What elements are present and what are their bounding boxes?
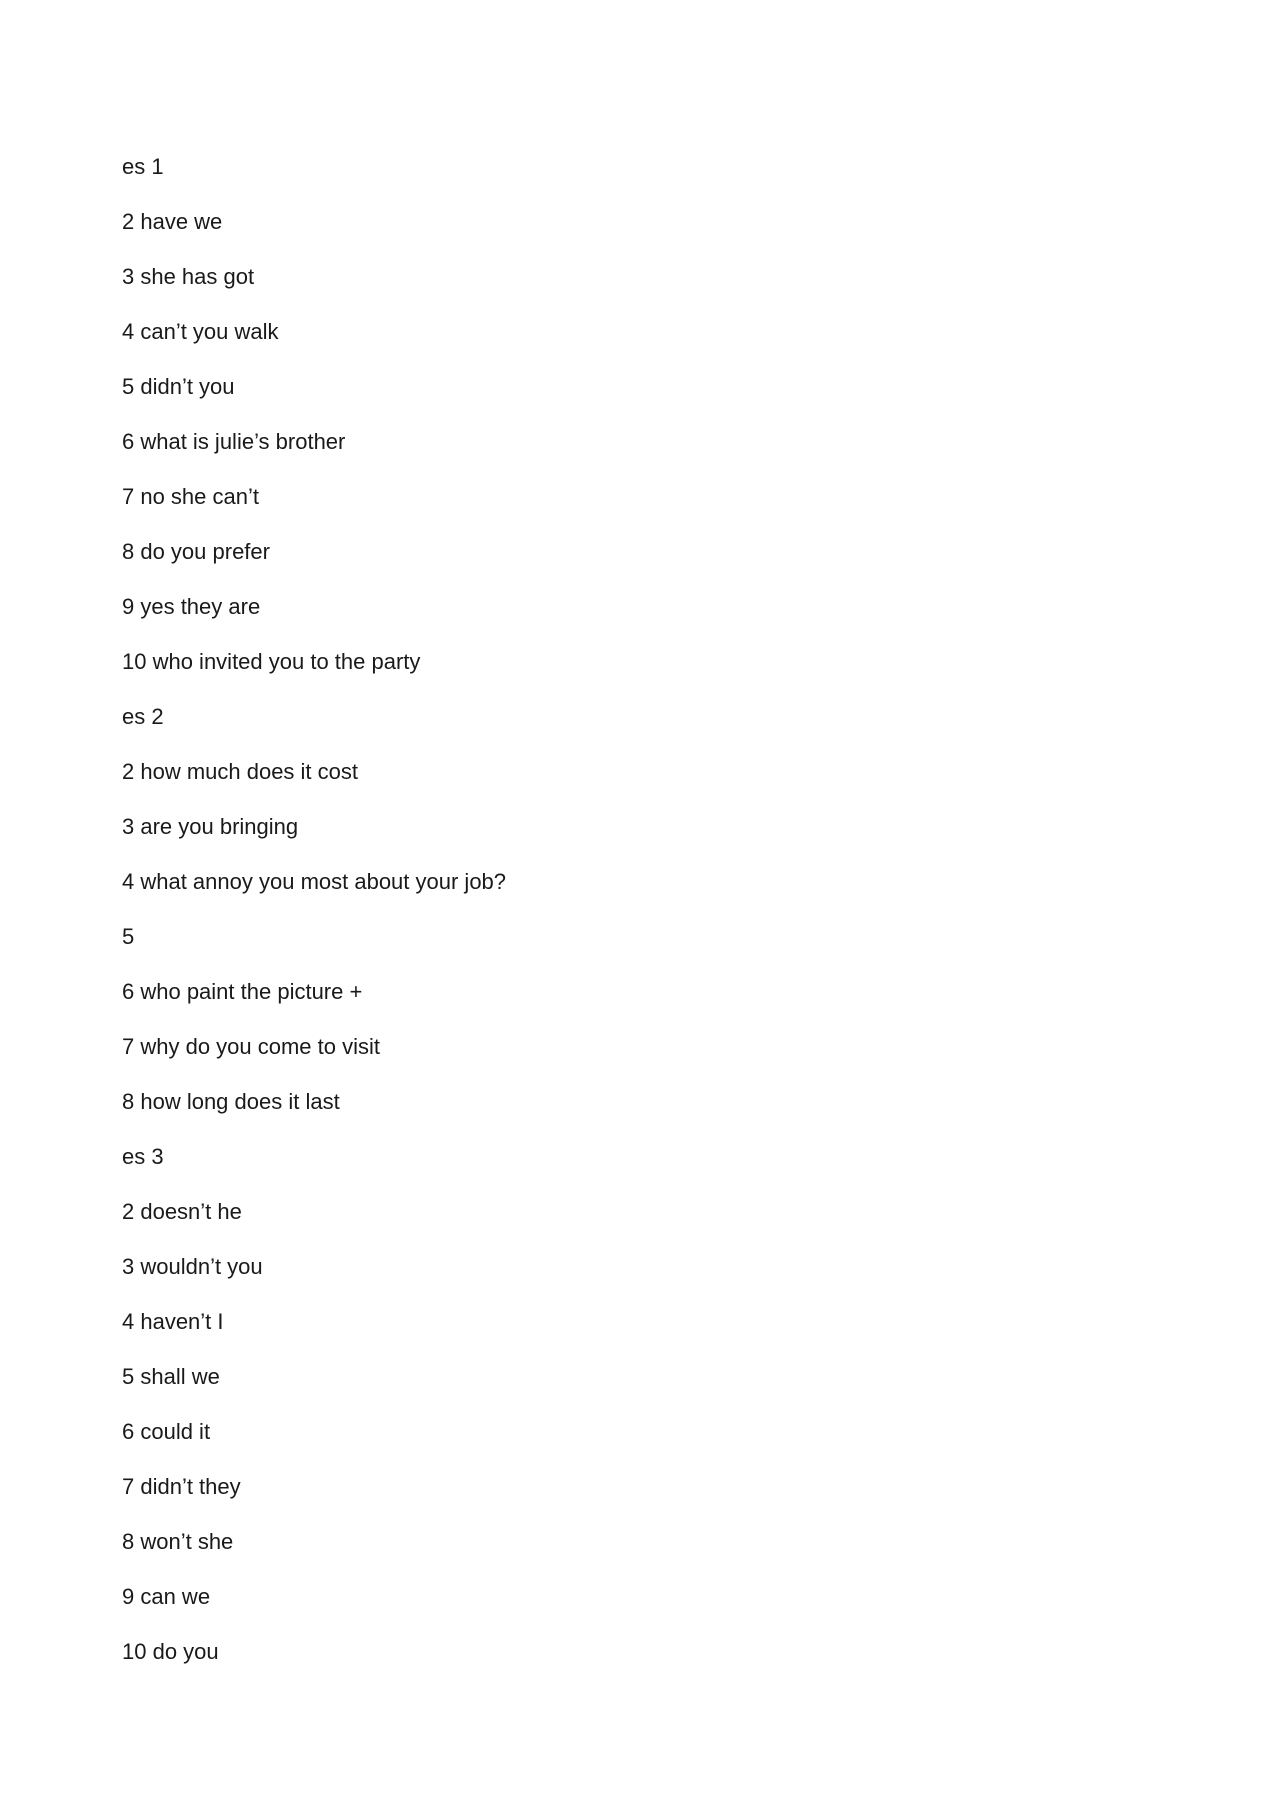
- text-line: 2 have we: [122, 209, 223, 234]
- text-line: es 1: [122, 154, 164, 179]
- text-line: 3 she has got: [122, 264, 255, 289]
- text-line: 9 can we: [122, 1584, 211, 1609]
- text-lines: [122, 152, 506, 1692]
- text-line: 4 can’t you walk: [122, 319, 279, 344]
- text-line: 2 how much does it cost: [122, 759, 359, 784]
- text-line: 7 why do you come to visit: [122, 1034, 381, 1059]
- text-line: 5: [122, 924, 135, 949]
- text-line: es 2: [122, 704, 164, 729]
- text-line: 4 haven’t I: [122, 1309, 224, 1334]
- text-line: 5 didn’t you: [122, 374, 235, 399]
- text-line: es 3: [122, 1144, 164, 1169]
- text-line: 6 what is julie’s brother: [122, 429, 346, 454]
- text-line: 10 do you: [122, 1639, 219, 1664]
- text-line: 10 who invited you to the party: [122, 649, 421, 674]
- text-line: 5 shall we: [122, 1364, 220, 1389]
- text-line: 3 wouldn’t you: [122, 1254, 263, 1279]
- text-line: 9 yes they are: [122, 594, 261, 619]
- text-line: 6 who paint the picture +: [122, 979, 363, 1004]
- text-line: 8 how long does it last: [122, 1089, 340, 1114]
- text-line: 2 doesn’t he: [122, 1199, 242, 1224]
- text-line: 3 are you bringing: [122, 814, 299, 839]
- text-line: 7 no she can’t: [122, 484, 259, 509]
- text-line: 4 what annoy you most about your job?: [122, 869, 507, 894]
- text-line: 6 could it: [122, 1419, 211, 1444]
- text-line: 7 didn’t they: [122, 1474, 241, 1499]
- text-line: 8 won’t she: [122, 1529, 234, 1554]
- text-line: 8 do you prefer: [122, 539, 270, 564]
